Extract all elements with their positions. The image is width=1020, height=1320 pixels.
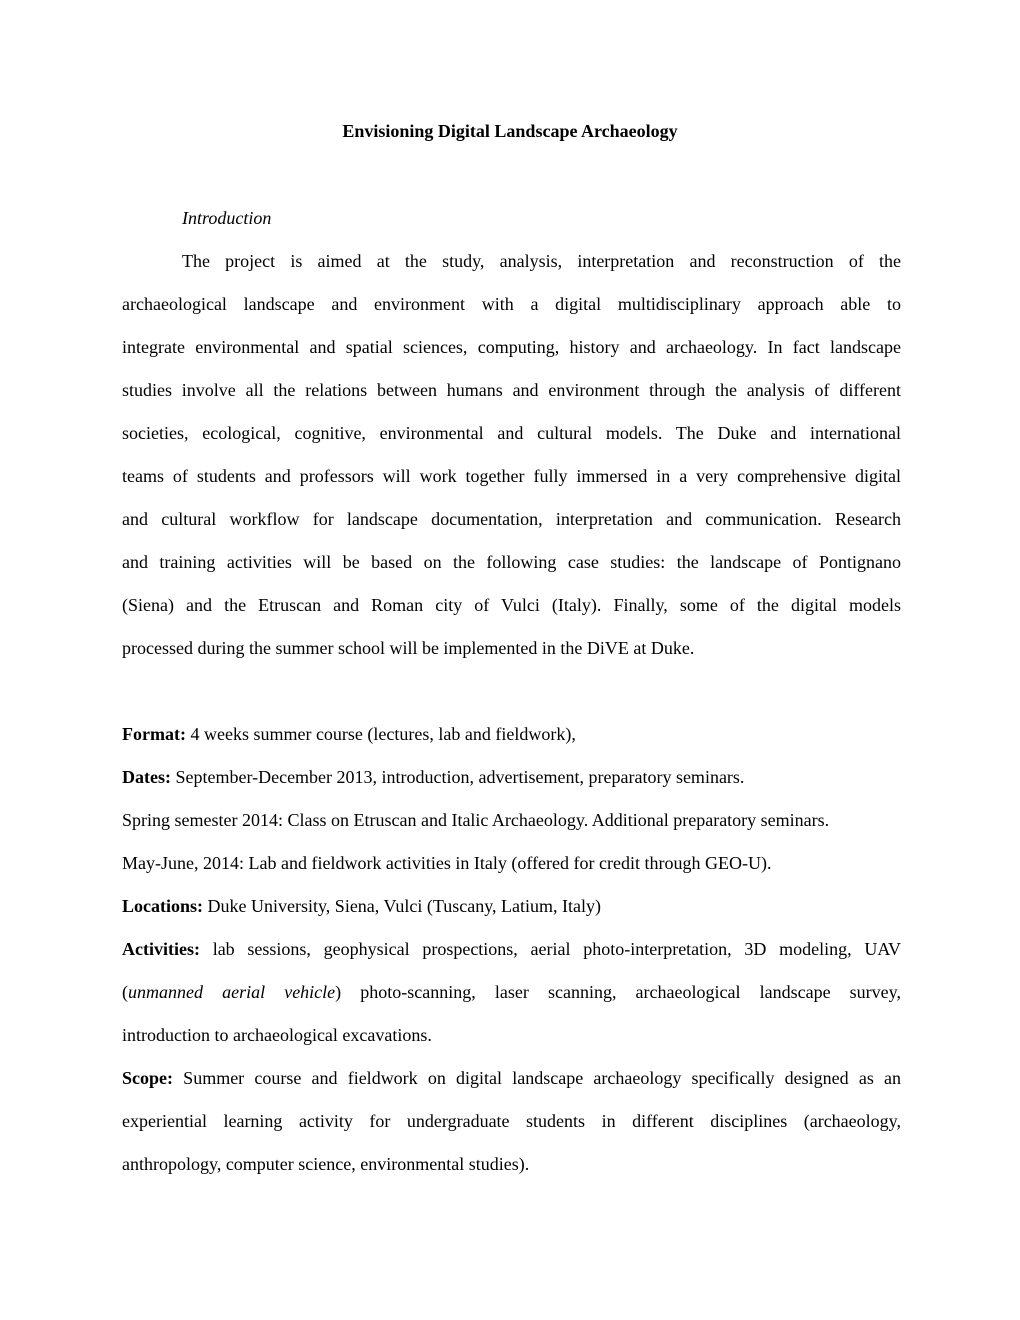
locations-line bbox=[122, 885, 901, 928]
activities-text: ) photo-scanning, laser scanning, archaeological landscape survey, bbox=[335, 982, 901, 1002]
scope-text: Summer course and fieldwork on digital landscape archaeology specifically designed as an bbox=[173, 1068, 901, 1088]
paragraph-line: and cultural workflow for landscape documentation, interpretation and communication. Research bbox=[122, 509, 901, 529]
uav-expansion: unmanned aerial vehicle bbox=[128, 982, 336, 1002]
may-june-line: May-June, 2014: Lab and fieldwork activities in Italy (offered for credit through GEO-U). bbox=[122, 853, 772, 873]
spring-line: Spring semester 2014: Class on Etruscan and Italic Archaeology. Additional preparatory seminars. bbox=[122, 810, 830, 830]
paragraph-line: archaeological landscape and environment with a digital multidisciplinary approach able to bbox=[122, 294, 901, 314]
scope-label: Scope: bbox=[122, 1068, 173, 1088]
scope-line: experiential learning activity for undergraduate students in different disciplines (archaeology, bbox=[122, 1111, 901, 1131]
dates-line bbox=[122, 756, 901, 799]
paragraph-line: processed during the summer school will be implemented in the DiVE at Duke. bbox=[122, 638, 695, 658]
locations-text: Duke University, Siena, Vulci (Tuscany, Latium, Italy) bbox=[203, 896, 602, 916]
course-details bbox=[122, 713, 901, 1186]
paragraph-line: societies, ecological, cognitive, environmental and cultural models. The Duke and international bbox=[122, 423, 901, 443]
paragraph-line: teams of students and professors will work together fully immersed in a very comprehensive digital bbox=[122, 466, 901, 486]
dates-label: Dates: bbox=[122, 767, 171, 787]
paren: ( bbox=[122, 982, 128, 1002]
activities-line: introduction to archaeological excavations. bbox=[122, 1025, 432, 1045]
scope-line bbox=[122, 1057, 901, 1100]
activities-text: lab sessions, geophysical prospections, aerial photo-interpretation, 3D modeling, UAV bbox=[199, 939, 901, 959]
activities-label: Activities: bbox=[122, 939, 200, 959]
format-label: Format: bbox=[122, 724, 186, 744]
introduction-paragraph bbox=[122, 240, 901, 670]
locations-label: Locations: bbox=[122, 896, 203, 916]
paragraph-line: (Siena) and the Etruscan and Roman city of Vulci (Italy). Finally, some of the digital models bbox=[122, 595, 901, 615]
dates-text: September-December 2013, introduction, advertisement, preparatory seminars. bbox=[170, 767, 745, 787]
format-line bbox=[122, 713, 901, 756]
activities-line bbox=[122, 928, 901, 971]
activities-line bbox=[122, 971, 901, 1014]
paragraph-line: studies involve all the relations between humans and environment through the analysis of different bbox=[122, 380, 901, 400]
scope-line: anthropology, computer science, environmental studies). bbox=[122, 1154, 530, 1174]
paragraph-line: and training activities will be based on the following case studies: the landscape of Pontignano bbox=[122, 552, 901, 572]
paragraph-line: The project is aimed at the study, analysis, interpretation and reconstruction of the bbox=[182, 251, 901, 271]
section-heading-introduction: Introduction bbox=[182, 208, 272, 228]
paragraph-line: integrate environmental and spatial sciences, computing, history and archaeology. In fact landscape bbox=[122, 337, 901, 357]
document-title: Envisioning Digital Landscape Archaeology bbox=[342, 121, 678, 141]
format-text: 4 weeks summer course (lectures, lab and fieldwork), bbox=[185, 724, 576, 744]
